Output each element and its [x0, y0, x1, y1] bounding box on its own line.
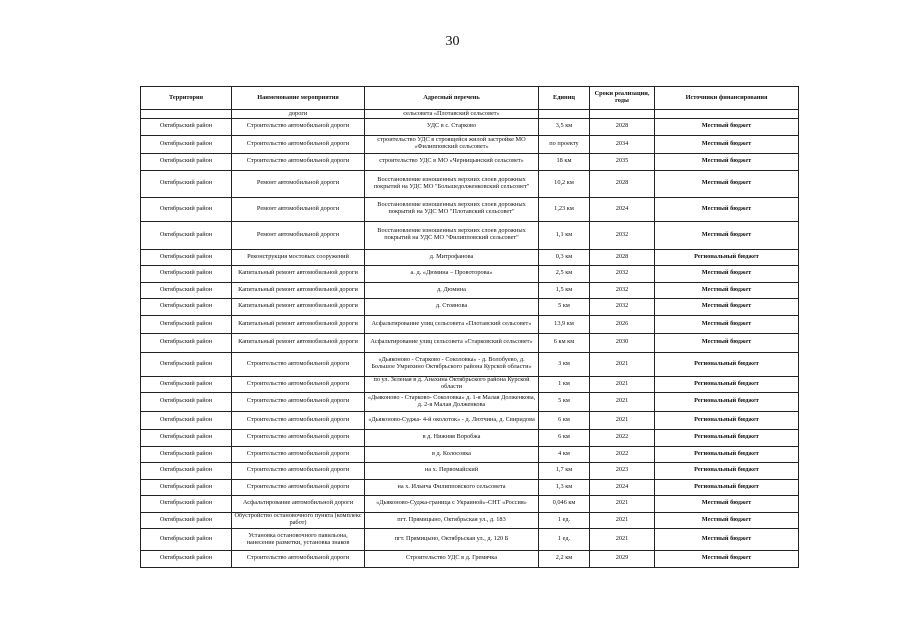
cell-address: УДС в с. Старково [365, 119, 539, 136]
cell-territory: Октябрьский район [141, 135, 232, 154]
header-event: Наименование мероприятия [232, 87, 365, 110]
table-row [141, 352, 799, 376]
cell-unit: 5 км [539, 299, 590, 316]
cell-address: Строительство УДС в д. Гремячка [365, 551, 539, 568]
cell-funding: Региональный бюджет [655, 249, 799, 266]
table-row [141, 334, 799, 353]
cell-event: Строительство автомобильной дороги [232, 154, 365, 171]
table-row [141, 170, 799, 197]
table-row [141, 376, 799, 393]
cell-event: Установка остановочного павильона, нанесение разметки, установка знаков [232, 529, 365, 551]
cell-period: 2032 [590, 266, 655, 283]
table-row [141, 411, 799, 430]
page-number: 30 [445, 34, 460, 49]
road-works-table [140, 86, 799, 568]
cell-funding: Местный бюджет [655, 221, 799, 249]
cell-territory: Октябрьский район [141, 119, 232, 136]
cell-unit: 18 км [539, 154, 590, 171]
cell-address: Асфальтирование улиц сельсовета «Плотавский сельсовет» [365, 315, 539, 334]
cell-period: 2021 [590, 411, 655, 430]
cell-address: по ул. Зеленая в д. Анахина Октябрьского района Курской области [365, 376, 539, 393]
table-row [141, 221, 799, 249]
cell-territory: Октябрьский район [141, 496, 232, 513]
cell-event: Капитальный ремонт автомобильной дороги [232, 299, 365, 316]
table-row [141, 315, 799, 334]
cell-address: Восстановление изношенных верхних слоев дорожных покрытий на УДС МО "Большедолженковский сельсовет" [365, 170, 539, 197]
cell-period: 2021 [590, 393, 655, 412]
cell-address: на х. Первомайский [365, 463, 539, 480]
table-row [141, 496, 799, 513]
cell-address: «Дьяконово-Суджа- 4-й околоток» - д. Лютчина, д. Свиридова [365, 411, 539, 430]
cell-event: Строительство автомобильной дороги [232, 479, 365, 496]
cell-unit: 4 км [539, 446, 590, 463]
cell-territory: Октябрьский район [141, 352, 232, 376]
cell-address: «Дьяконово-Суджа-граница с Украиной»-СНТ «Россия» [365, 496, 539, 513]
cell-event: Строительство автомобильной дороги [232, 119, 365, 136]
table-row [141, 299, 799, 316]
cell-funding: Региональный бюджет [655, 352, 799, 376]
cell-event: Капитальный ремонт автомобильной дороги [232, 266, 365, 283]
cell-territory: Октябрьский район [141, 315, 232, 334]
cell-funding: Местный бюджет [655, 299, 799, 316]
table-row [141, 266, 799, 283]
cell-unit: 10,2 км [539, 170, 590, 197]
table-row [141, 249, 799, 266]
cell-funding: Региональный бюджет [655, 446, 799, 463]
cell-territory: Октябрьский район [141, 393, 232, 412]
cell-address: а. д. «Дюмина – Провоторова» [365, 266, 539, 283]
cell-period: 2035 [590, 154, 655, 171]
table-row [141, 446, 799, 463]
cell-unit: 1,7 км [539, 463, 590, 480]
cell-event: Капитальный ремонт автомобильной дороги [232, 334, 365, 353]
cell-address: Асфальтирование улиц сельсовета «Старковский сельсовет» [365, 334, 539, 353]
cell-period: 2032 [590, 221, 655, 249]
cell-event: Строительство автомобильной дороги [232, 376, 365, 393]
cell-address: Восстановление изношенных верхних слоев дорожных покрытий на УДС МО "Филипповский сельсовет" [365, 221, 539, 249]
cell-territory: Октябрьский район [141, 299, 232, 316]
cell-address: на х. Ильича Филипповского сельсовета [365, 479, 539, 496]
cell-territory: Октябрьский район [141, 170, 232, 197]
cell-territory: Октябрьский район [141, 249, 232, 266]
cell-unit: 2,5 км [539, 266, 590, 283]
cell-address: «Дьяконово - Старково - Соколовка» - д. Волобуево, д. Большое Умрихино Октябрьского района Курской области» [365, 352, 539, 376]
cell-funding [655, 110, 799, 119]
cell-period: 2022 [590, 430, 655, 447]
cell-period: 2028 [590, 170, 655, 197]
cell-period: 2021 [590, 496, 655, 513]
header-address: Адресный перечень [365, 87, 539, 110]
cell-event: Асфальтирование автомобильной дороги [232, 496, 365, 513]
cell-event: Строительство автомобильной дороги [232, 463, 365, 480]
cell-address: строительство УДС в МО «Черницынский сельсовет» [365, 154, 539, 171]
cell-event: Капитальный ремонт автомобильной дороги [232, 282, 365, 299]
table-row [141, 135, 799, 154]
table-row [141, 197, 799, 221]
cell-event: Строительство автомобильной дороги [232, 430, 365, 447]
cell-address: д. Стоянова [365, 299, 539, 316]
cell-unit: 1,1 км [539, 221, 590, 249]
cell-period: 2034 [590, 135, 655, 154]
cell-territory: Октябрьский район [141, 376, 232, 393]
cell-territory: Октябрьский район [141, 154, 232, 171]
table-row [141, 512, 799, 529]
cell-address: пгт. Прямицыно, Октябрьская ул., д. 183 [365, 512, 539, 529]
cell-period: 2029 [590, 551, 655, 568]
cell-unit: 1,23 км [539, 197, 590, 221]
cell-unit: 1 ед. [539, 529, 590, 551]
cell-period: 2023 [590, 463, 655, 480]
cell-period: 2030 [590, 334, 655, 353]
cell-event: Строительство автомобильной дороги [232, 352, 365, 376]
cell-unit: 5 км [539, 393, 590, 412]
table-row [141, 430, 799, 447]
cell-period: 2032 [590, 282, 655, 299]
cell-period: 2021 [590, 512, 655, 529]
cell-funding: Региональный бюджет [655, 430, 799, 447]
cell-territory: Октябрьский район [141, 446, 232, 463]
cell-period: 2032 [590, 299, 655, 316]
cell-address: в д. Нижняя Воробжа [365, 430, 539, 447]
cell-unit: 6 км км [539, 334, 590, 353]
cell-territory: Октябрьский район [141, 479, 232, 496]
cell-territory: Октябрьский район [141, 529, 232, 551]
cell-event: Строительство автомобильной дороги [232, 393, 365, 412]
cell-event: Строительство автомобильной дороги [232, 551, 365, 568]
cell-funding: Местный бюджет [655, 512, 799, 529]
cell-event: Капитальный ремонт автомобильной дороги [232, 315, 365, 334]
cell-funding: Местный бюджет [655, 266, 799, 283]
cell-unit: 6 км [539, 430, 590, 447]
cell-address: д. Дюмина [365, 282, 539, 299]
cell-address: в д. Колосовка [365, 446, 539, 463]
cell-funding: Местный бюджет [655, 197, 799, 221]
cell-period: 2021 [590, 376, 655, 393]
cell-unit: 0,046 км [539, 496, 590, 513]
cell-period: 2021 [590, 352, 655, 376]
cell-event: Ремонт автомобильной дороги [232, 170, 365, 197]
cell-event: Строительство автомобильной дороги [232, 446, 365, 463]
cell-territory: Октябрьский район [141, 221, 232, 249]
table-row [141, 551, 799, 568]
cell-funding: Местный бюджет [655, 551, 799, 568]
cell-address: д. Митрофанова [365, 249, 539, 266]
cell-unit: 3 км [539, 352, 590, 376]
cell-territory: Октябрьский район [141, 411, 232, 430]
cell-funding: Региональный бюджет [655, 463, 799, 480]
cell-address: Восстановление изношенных верхних слоев дорожных покрытий на УДС МО "Плотавский сельсовет" [365, 197, 539, 221]
cell-funding: Региональный бюджет [655, 376, 799, 393]
header-funding: Источники финансирования [655, 87, 799, 110]
cell-address: сельсовета «Плотавский сельсовет» [365, 110, 539, 119]
cell-funding: Региональный бюджет [655, 393, 799, 412]
cell-event: дороги [232, 110, 365, 119]
cell-territory: Октябрьский район [141, 282, 232, 299]
cell-unit: 1 км [539, 376, 590, 393]
cell-funding: Местный бюджет [655, 529, 799, 551]
cell-funding: Местный бюджет [655, 282, 799, 299]
table-row [141, 154, 799, 171]
cell-event: Реконструкция мостовых сооружений [232, 249, 365, 266]
cell-event: Строительство автомобильной дороги [232, 411, 365, 430]
cell-unit: 1,5 км [539, 282, 590, 299]
cell-territory: Октябрьский район [141, 197, 232, 221]
table-body [141, 110, 799, 568]
table-row [141, 479, 799, 496]
header-period: Сроки реализации, годы [590, 87, 655, 110]
cell-territory: Октябрьский район [141, 512, 232, 529]
cell-unit: 1,3 км [539, 479, 590, 496]
cell-unit: 13,9 км [539, 315, 590, 334]
table-row [141, 119, 799, 136]
table-row [141, 110, 799, 119]
cell-period: 2024 [590, 479, 655, 496]
cell-address: «Дьяконово - Старково- Соколовка» д. 1-я Малая Долженкова, д. 2-я Малая Долженкова [365, 393, 539, 412]
header-territory: Территория [141, 87, 232, 110]
cell-unit: 0,3 км [539, 249, 590, 266]
cell-territory [141, 110, 232, 119]
cell-funding: Местный бюджет [655, 135, 799, 154]
cell-unit: 3,5 км [539, 119, 590, 136]
cell-period: 2021 [590, 529, 655, 551]
table-row [141, 282, 799, 299]
cell-unit: по проекту [539, 135, 590, 154]
cell-unit: 2,2 км [539, 551, 590, 568]
cell-funding: Местный бюджет [655, 334, 799, 353]
cell-event: Обустройство остановочного пункта (комплекс работ) [232, 512, 365, 529]
cell-unit: 1 ед. [539, 512, 590, 529]
cell-territory: Октябрьский район [141, 463, 232, 480]
cell-funding: Местный бюджет [655, 170, 799, 197]
cell-event: Ремонт автомобильной дороги [232, 197, 365, 221]
cell-event: Строительство автомобильной дороги [232, 135, 365, 154]
cell-period: 2022 [590, 446, 655, 463]
table-header-row [141, 87, 799, 110]
table-row [141, 529, 799, 551]
cell-unit [539, 110, 590, 119]
cell-funding: Региональный бюджет [655, 411, 799, 430]
table-row [141, 463, 799, 480]
cell-period [590, 110, 655, 119]
table-row [141, 393, 799, 412]
cell-period: 2028 [590, 249, 655, 266]
cell-period: 2024 [590, 197, 655, 221]
cell-territory: Октябрьский район [141, 266, 232, 283]
cell-event: Ремонт автомобильной дороги [232, 221, 365, 249]
cell-funding: Местный бюджет [655, 496, 799, 513]
cell-funding: Местный бюджет [655, 315, 799, 334]
cell-address: строительство УДС в строящейся жилой застройке МО «Филипповский сельсовет» [365, 135, 539, 154]
cell-territory: Октябрьский район [141, 430, 232, 447]
cell-funding: Местный бюджет [655, 154, 799, 171]
cell-territory: Октябрьский район [141, 334, 232, 353]
cell-address: пгт. Прямицыно, Октябрьская ул., д. 120 Б [365, 529, 539, 551]
cell-period: 2026 [590, 315, 655, 334]
cell-period: 2028 [590, 119, 655, 136]
cell-territory: Октябрьский район [141, 551, 232, 568]
cell-unit: 6 км [539, 411, 590, 430]
header-unit: Единиц [539, 87, 590, 110]
cell-funding: Местный бюджет [655, 119, 799, 136]
cell-funding: Региональный бюджет [655, 479, 799, 496]
